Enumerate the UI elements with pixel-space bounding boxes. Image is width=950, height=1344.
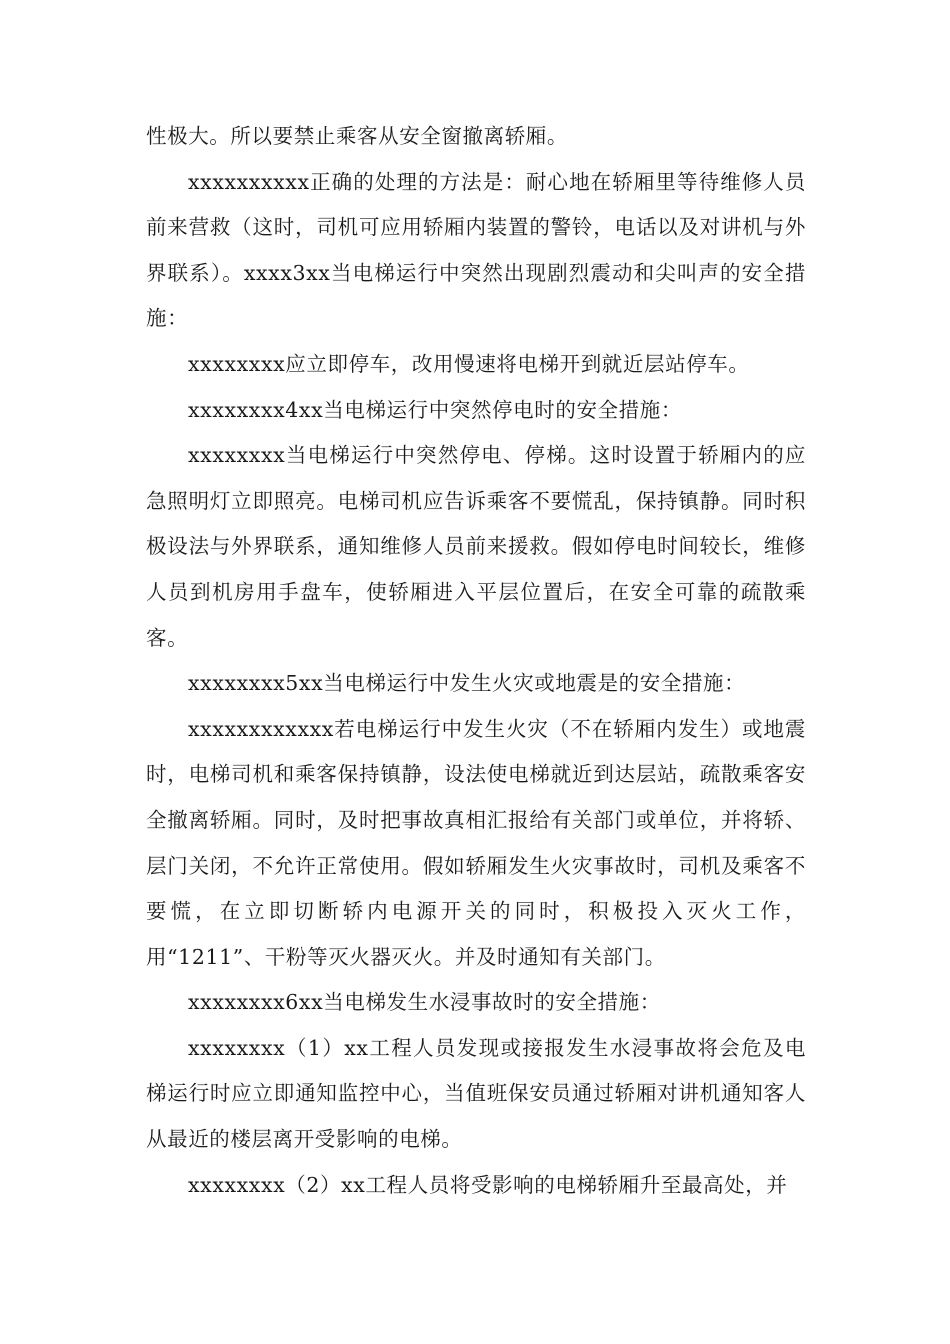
paragraph-8: xxxxxxxx6xx当电梯发生水浸事故时的安全措施： xyxy=(188,990,661,1015)
paragraph-1: 性极大。所以要禁止乘客从安全窗撤离轿厢。 xyxy=(146,124,568,148)
paragraph-10: xxxxxxxx（2）xx工程人员将受影响的电梯轿厢升至最高处，并 xyxy=(188,1172,788,1197)
paragraph-4: xxxxxxxx4xx当电梯运行中突然停电时的安全措施： xyxy=(188,397,682,422)
paragraph-9: xxxxxxxx（1）xx工程人员发现或接报发生水浸事故将会危及电梯运行时应立即通知监控中心，当值班保安员通过轿厢对讲机通知客人从最近的楼层离开受影响的电梯。 xyxy=(146,1035,806,1152)
paragraph-2: xxxxxxxxxx正确的处理的方法是：耐心地在轿厢里等待维修人员前来营救（这时，司机可应用轿厢内装置的警铃，电话以及对讲机与外界联系）。xxxx3xx当电梯运行中突然出现剧烈震动和尖叫声的安全措施： xyxy=(146,169,806,331)
paragraph-6: xxxxxxxx5xx当电梯运行中发生火灾或地震是的安全措施： xyxy=(188,671,746,696)
paragraph-3: xxxxxxxx应立即停车，改用慢速将电梯开到就近层站停车。 xyxy=(188,351,750,376)
document-body xyxy=(146,114,806,1208)
paragraph-7: xxxxxxxxxxxx若电梯运行中发生火灾（不在轿厢内发生）或地震时，电梯司机和乘客保持镇静，设法使电梯就近到达层站，疏散乘客安全撤离轿厢。同时，及时把事故真相汇报给有关部门或单位，并将轿、层门关闭，不允许正常使用。假如轿厢发生火灾事故时，司机及乘客不要慌，在立即切断轿内电源开关的同时，积极投入灭火工作，用“1211”、干粉等灭火器灭火。并及时通知有关部门。 xyxy=(146,716,806,969)
paragraph-5: xxxxxxxx当电梯运行中突然停电、停梯。这时设置于轿厢内的应急照明灯立即照亮。电梯司机应告诉乘客不要慌乱，保持镇静。同时积极设法与外界联系，通知维修人员前来援救。假如停电时间较长，维修人员到机房用手盘车，使轿厢进入平层位置后，在安全可靠的疏散乘客。 xyxy=(146,443,806,650)
